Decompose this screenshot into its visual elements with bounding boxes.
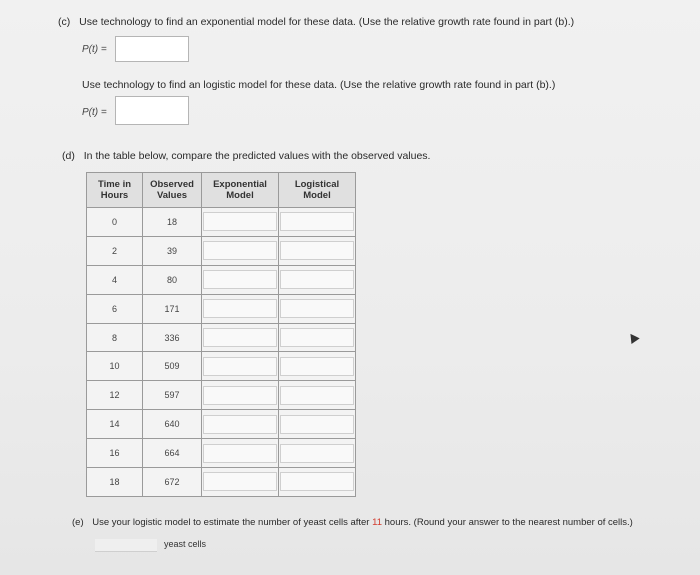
table-row	[87, 410, 356, 439]
table-row	[87, 439, 356, 468]
header-time	[87, 173, 143, 208]
part-e-text-before: Use your logistic model to estimate the number of yeast cells after	[92, 517, 370, 528]
logistic-input[interactable]	[280, 299, 354, 318]
table-row	[87, 294, 356, 323]
exponential-cell	[202, 265, 279, 294]
logistic-input[interactable]	[280, 270, 354, 289]
part-e-text-after: hours. (Round your answer to the nearest number of cells.)	[384, 517, 633, 528]
logistic-model-input[interactable]	[115, 96, 189, 125]
exponential-cell	[202, 439, 279, 468]
logistic-cell	[279, 323, 356, 352]
yeast-cells-units: yeast cells	[164, 539, 207, 549]
yeast-cells-input[interactable]	[95, 539, 157, 552]
time-cell: 0	[87, 208, 143, 237]
exponential-cell	[202, 352, 279, 381]
logistic-cell	[279, 294, 356, 323]
logistic-equation-label: P(t) =	[82, 107, 107, 118]
logistic-cell	[279, 468, 356, 497]
logistic-cell	[279, 410, 356, 439]
mouse-cursor-icon	[626, 331, 639, 344]
time-cell: 8	[87, 323, 143, 352]
comparison-table	[86, 172, 356, 497]
logistic-cell	[279, 381, 356, 410]
exponential-input[interactable]	[203, 472, 277, 491]
header-exponential-line2: Model	[226, 190, 254, 201]
exponential-cell	[202, 236, 279, 265]
part-d-label: (d)	[62, 150, 75, 162]
header-observed-line1: Observed	[150, 179, 194, 190]
exponential-input[interactable]	[203, 212, 277, 231]
observed-cell: 640	[143, 410, 202, 439]
time-cell: 10	[87, 352, 143, 381]
observed-cell: 672	[143, 468, 202, 497]
observed-cell: 80	[143, 265, 202, 294]
time-cell: 2	[87, 236, 143, 265]
logistic-input[interactable]	[280, 386, 354, 405]
exponential-cell	[202, 381, 279, 410]
table-row	[87, 265, 356, 294]
table-row	[87, 352, 356, 381]
time-cell: 12	[87, 381, 143, 410]
part-c-exponential-prompt	[58, 16, 574, 28]
exponential-cell	[202, 294, 279, 323]
time-cell: 18	[87, 468, 143, 497]
exponential-input[interactable]	[203, 241, 277, 260]
header-exponential	[202, 173, 279, 208]
observed-cell: 171	[143, 294, 202, 323]
header-time-line1: Time in	[97, 179, 132, 190]
part-e-hours-value: 11	[372, 517, 382, 528]
header-logistic	[279, 173, 356, 208]
header-observed-line2: Values	[156, 190, 188, 201]
header-logistic-line2: Model	[303, 190, 331, 201]
logistic-input[interactable]	[280, 415, 354, 434]
exponential-input[interactable]	[203, 357, 277, 376]
time-cell: 16	[87, 439, 143, 468]
exponential-input[interactable]	[203, 270, 277, 289]
part-c-exponential-text: Use technology to find an exponential model for these data. (Use the relative growth rate found in part (b).)	[79, 16, 575, 28]
exponential-input[interactable]	[203, 299, 277, 318]
exponential-input[interactable]	[203, 415, 277, 434]
logistic-input[interactable]	[280, 444, 354, 463]
exponential-cell	[202, 468, 279, 497]
observed-cell: 39	[143, 236, 202, 265]
part-c-label: (c)	[58, 16, 71, 28]
table-row	[87, 236, 356, 265]
part-e-prompt	[72, 517, 633, 528]
part-e-label: (e)	[72, 517, 84, 528]
logistic-input[interactable]	[280, 241, 354, 260]
logistic-cell	[279, 439, 356, 468]
exponential-input[interactable]	[203, 444, 277, 463]
logistic-cell	[279, 236, 356, 265]
logistic-input[interactable]	[280, 357, 354, 376]
time-cell: 14	[87, 410, 143, 439]
header-logistic-line1: Logistical	[294, 179, 340, 190]
observed-cell: 18	[143, 208, 202, 237]
exponential-cell	[202, 208, 279, 237]
exponential-equation-label: P(t) =	[82, 44, 107, 55]
header-exponential-line1: Exponential	[213, 179, 267, 190]
logistic-cell	[279, 208, 356, 237]
table-row	[87, 381, 356, 410]
header-time-line2: Hours	[100, 190, 129, 201]
observed-cell: 509	[143, 352, 202, 381]
table-row	[87, 323, 356, 352]
logistic-cell	[279, 265, 356, 294]
exponential-input[interactable]	[203, 328, 277, 347]
header-observed	[143, 173, 202, 208]
exponential-cell	[202, 410, 279, 439]
time-cell: 6	[87, 294, 143, 323]
exponential-model-input[interactable]	[115, 36, 189, 62]
part-d-text: In the table below, compare the predicted values with the observed values.	[83, 150, 431, 162]
logistic-input[interactable]	[280, 212, 354, 231]
observed-cell: 336	[143, 323, 202, 352]
table-row	[87, 468, 356, 497]
part-d-prompt	[62, 150, 430, 162]
table-header-row	[87, 173, 356, 208]
exponential-cell	[202, 323, 279, 352]
observed-cell: 664	[143, 439, 202, 468]
time-cell: 4	[87, 265, 143, 294]
logistic-input[interactable]	[280, 472, 354, 491]
exponential-input[interactable]	[203, 386, 277, 405]
logistic-cell	[279, 352, 356, 381]
observed-cell: 597	[143, 381, 202, 410]
logistic-input[interactable]	[280, 328, 354, 347]
table-row	[87, 208, 356, 237]
part-c-logistic-prompt: Use technology to find an logistic model for these data. (Use the relative growth rate found in part (b).)	[82, 79, 556, 91]
